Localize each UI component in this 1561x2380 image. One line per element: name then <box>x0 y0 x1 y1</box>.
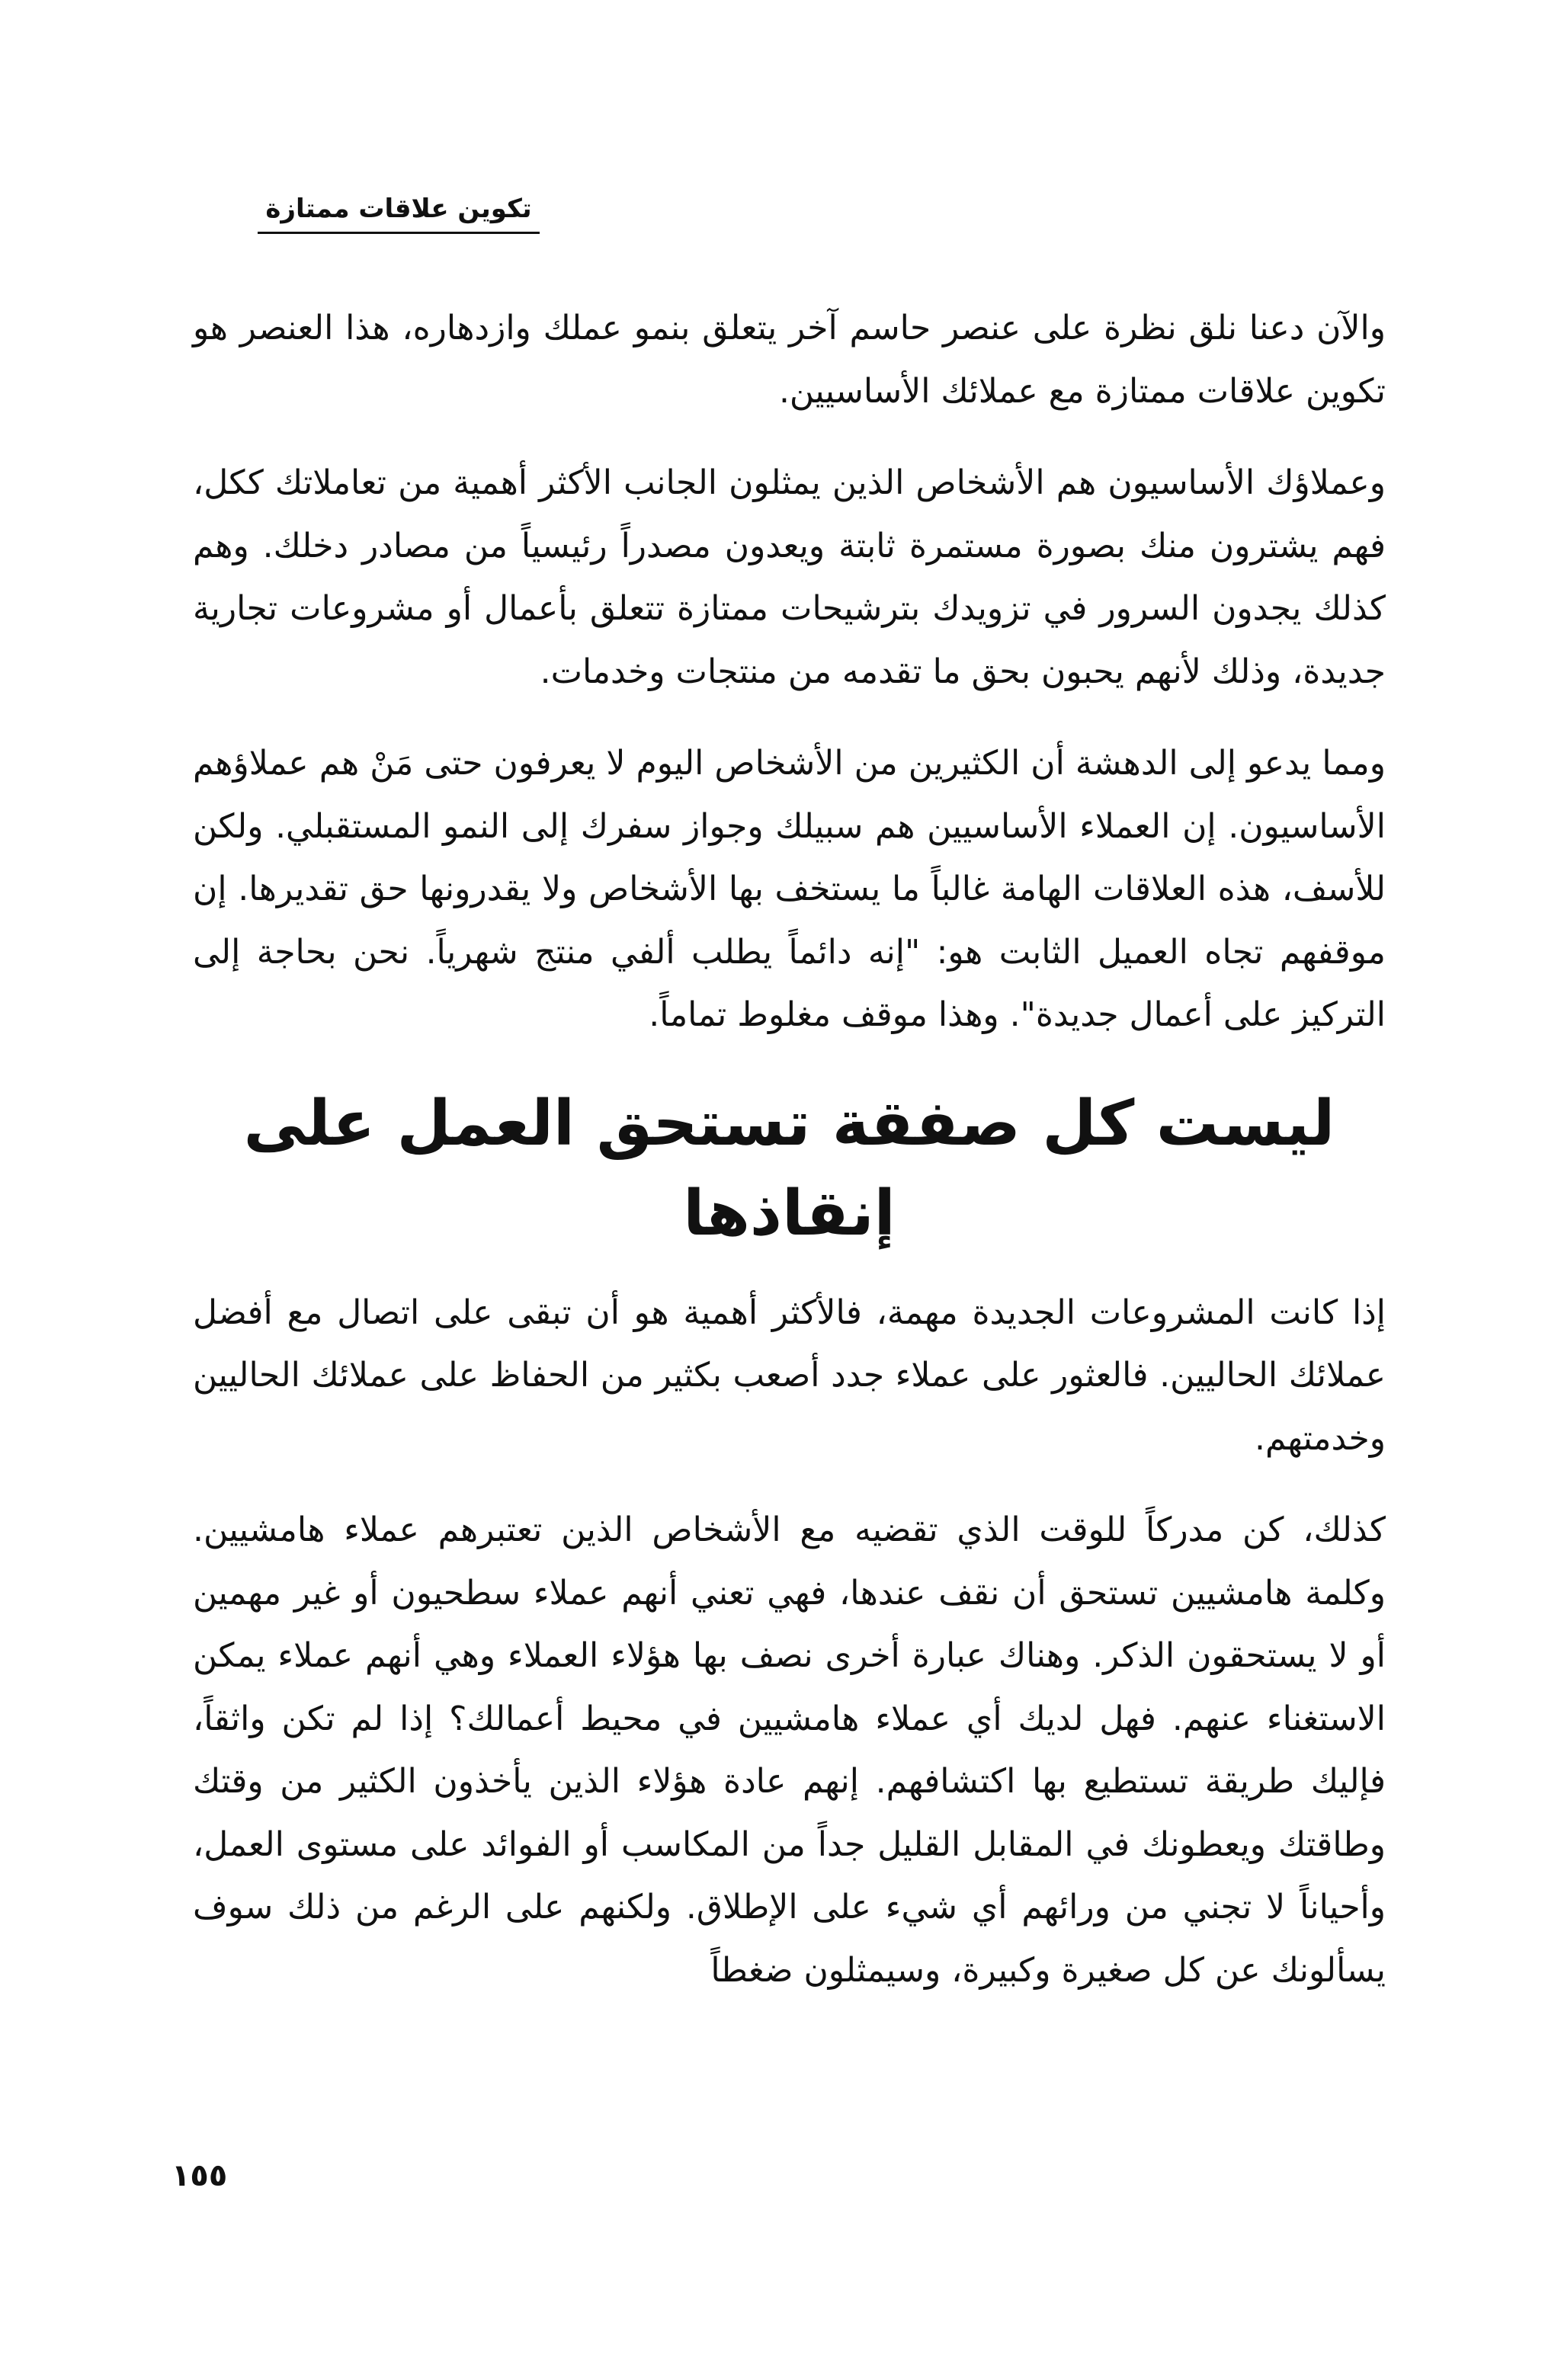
page-number: ١٥٥ <box>171 2158 228 2193</box>
paragraph-intro: والآن دعنا نلق نظرة على عنصر حاسم آخر يتعلق بنمو عملك وازدهاره، هذا العنصر هو تكوين علاقات ممتازة مع عملائك الأساسيين. <box>193 309 1386 411</box>
running-header-title: تكوين علاقات ممتازة <box>258 191 540 234</box>
section-heading: ليست كل صفقة تستحق العمل على إنقاذها <box>243 1087 1335 1250</box>
paragraph-marginal-clients: كذلك، كن مدركاً للوقت الذي تقضيه مع الأشخاص الذين تعتبرهم عملاء هامشيين. وكلمة هامشيين تستحق أن نقف عندها، فهي تعني أنهم عملاء سطحيون أو غير مهمين أو لا يستحقون الذكر. وهناك عبارة أخرى نصف بها هؤلاء العملاء وهي أنهم عملاء يمكن الاستغناء عنهم. فهل لديك أي عملاء هامشيين في محيط أعمالك؟ إذا لم تكن واثقاً، فإليك طريقة تستطيع بها اكتشافهم. إنهم عادة هؤلاء الذين يأخذون الكثير من وقتك وطاقتك ويعطونك في المقابل القليل جداً من المكاسب أو الفوائد على مستوى العمل، وأحياناً لا تجني من ورائهم أي شيء على الإطلاق. ولكنهم على الرغم من ذلك سوف يسألونك عن كل صغيرة وكبيرة، وسيمثلون ضغطاً <box>193 1510 1386 1990</box>
page-body <box>193 297 1386 2031</box>
paragraph-existing-clients: إذا كانت المشروعات الجديدة مهمة، فالأكثر أهمية هو أن تبقى على اتصال مع أفضل عملائك الحاليين. فالعثور على عملاء جدد أصعب بكثير من الحفاظ على عملائك الحاليين وخدمتهم. <box>193 1293 1386 1458</box>
paragraph-key-clients: وعملاؤك الأساسيون هم الأشخاص الذين يمثلون الجانب الأكثر أهمية من تعاملاتك ككل، فهم يشترون منك بصورة مستمرة ثابتة ويعدون مصدراً رئيسياً من مصادر دخلك. وهم كذلك يجدون السرور في تزويدك بترشيحات ممتازة تتعلق بأعمال أو مشروعات تجارية جديدة، وذلك لأنهم يحبون بحق ما تقدمه من منتجات وخدمات. <box>193 463 1386 691</box>
paragraph-surprise: ومما يدعو إلى الدهشة أن الكثيرين من الأشخاص اليوم لا يعرفون حتى مَنْ هم عملاؤهم الأساسيون. إن العملاء الأساسيين هم سبيلك وجواز سفرك إلى النمو المستقبلي. ولكن للأسف، هذه العلاقات الهامة غالباً ما يستخف بها الأشخاص ولا يقدرونها حق تقديرها. إن موقفهم تجاه العميل الثابت هو: "إنه دائماً يطلب ألفي منتج شهرياً. نحن بحاجة إلى التركيز على أعمال جديدة". وهذا موقف مغلوط تماماً. <box>193 744 1386 1034</box>
